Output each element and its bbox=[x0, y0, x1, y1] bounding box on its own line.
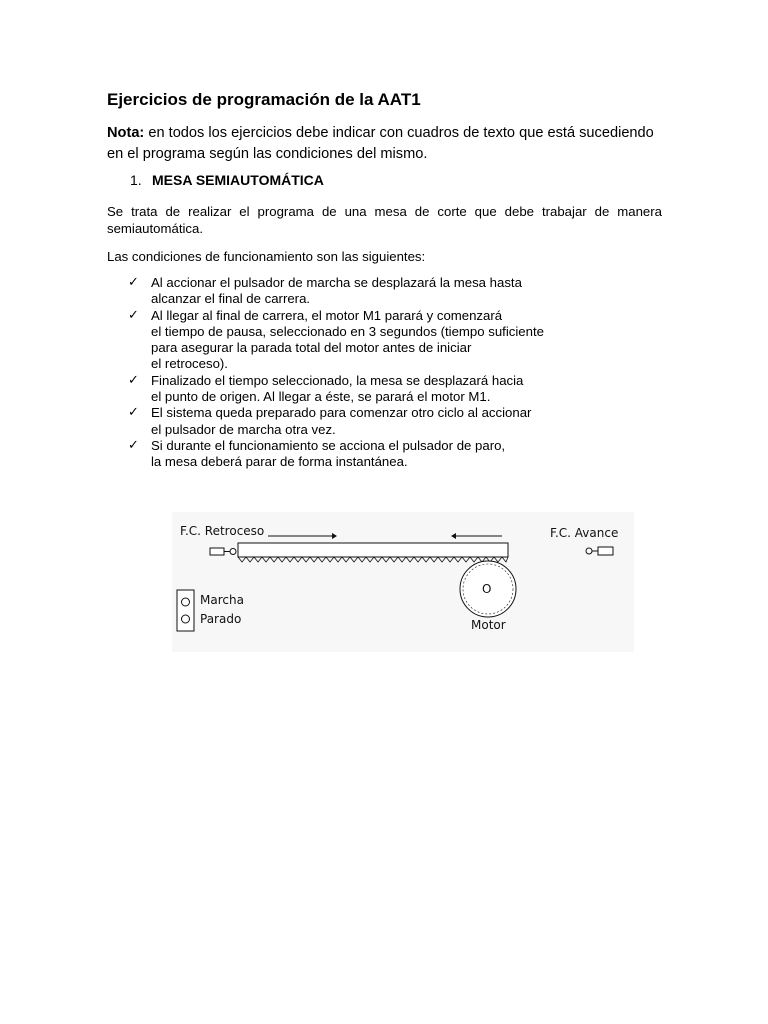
arrow-left-icon bbox=[451, 533, 502, 539]
parado-button-icon bbox=[182, 615, 190, 623]
checkmark-icon: ✓ bbox=[128, 404, 139, 420]
list-item bbox=[128, 438, 598, 471]
checkmark-icon: ✓ bbox=[128, 436, 139, 452]
list-item-line: Al accionar el pulsador de marcha se desplazará la mesa hasta bbox=[151, 275, 522, 290]
list-item-line: el retroceso). bbox=[151, 356, 228, 372]
list-item-line: alcanzar el final de carrera. bbox=[151, 291, 311, 307]
section-title: MESA SEMIAUTOMÁTICA bbox=[152, 172, 324, 188]
motor-center-label: O bbox=[482, 582, 492, 596]
section-heading bbox=[130, 172, 324, 188]
fc-avance-label: F.C. Avance bbox=[550, 526, 619, 540]
intro-paragraph: Se trata de realizar el programa de una mesa de corte que debe trabajar de manera semiautomática. bbox=[107, 204, 662, 236]
list-item-line: el punto de origen. Al llegar a éste, se parará el motor M1. bbox=[151, 389, 491, 405]
motor-label: Motor bbox=[471, 618, 506, 632]
table-rack-icon bbox=[238, 543, 508, 562]
section-number: 1. bbox=[130, 172, 142, 188]
list-item-line: Si durante el funcionamiento se acciona el pulsador de paro, bbox=[151, 437, 506, 453]
list-item-line: El sistema queda preparado para comenzar otro ciclo al accionar bbox=[151, 405, 532, 421]
parado-label: Parado bbox=[200, 612, 242, 626]
checkmark-icon: ✓ bbox=[128, 371, 139, 387]
conditions-list bbox=[128, 275, 598, 471]
list-item bbox=[128, 373, 598, 406]
note-label: Nota: bbox=[107, 125, 145, 141]
list-item-line: el tiempo de pausa, seleccionado en 3 segundos (tiempo suficiente bbox=[151, 323, 544, 339]
fc-retroceso-label: F.C. Retroceso bbox=[180, 524, 265, 538]
note-paragraph bbox=[107, 123, 667, 165]
conditions-heading: Las condiciones de funcionamiento son las siguientes: bbox=[107, 249, 426, 264]
limit-switch-avance-icon bbox=[586, 547, 613, 555]
list-item-line: Al llegar al final de carrera, el motor M1 parará y comenzará bbox=[151, 307, 503, 323]
list-item bbox=[128, 308, 598, 373]
list-item-line: Finalizado el tiempo seleccionado, la mesa se desplazará hacia bbox=[151, 372, 524, 388]
marcha-button-icon bbox=[182, 598, 190, 606]
list-item bbox=[128, 275, 598, 308]
list-item bbox=[128, 405, 598, 438]
note-text: en todos los ejercicios debe indicar con cuadros de texto que está sucediendo en el programa según las condiciones del mismo. bbox=[107, 125, 654, 162]
list-item-line: el pulsador de marcha otra vez. bbox=[151, 421, 336, 437]
cutting-table-diagram bbox=[172, 512, 634, 652]
list-item-line: la mesa deberá parar de forma instantánea. bbox=[151, 454, 408, 470]
arrow-right-icon bbox=[268, 533, 337, 539]
checkmark-icon: ✓ bbox=[128, 306, 139, 322]
diagram-svg bbox=[172, 512, 634, 652]
motor-gear-icon bbox=[460, 561, 516, 617]
checkmark-icon: ✓ bbox=[128, 274, 139, 289]
marcha-label: Marcha bbox=[200, 593, 244, 607]
page-title: Ejercicios de programación de la AAT1 bbox=[107, 90, 421, 109]
control-panel-icon bbox=[177, 590, 194, 631]
list-item-line: para asegurar la parada total del motor antes de iniciar bbox=[151, 340, 472, 356]
limit-switch-retroceso-icon bbox=[210, 548, 236, 555]
